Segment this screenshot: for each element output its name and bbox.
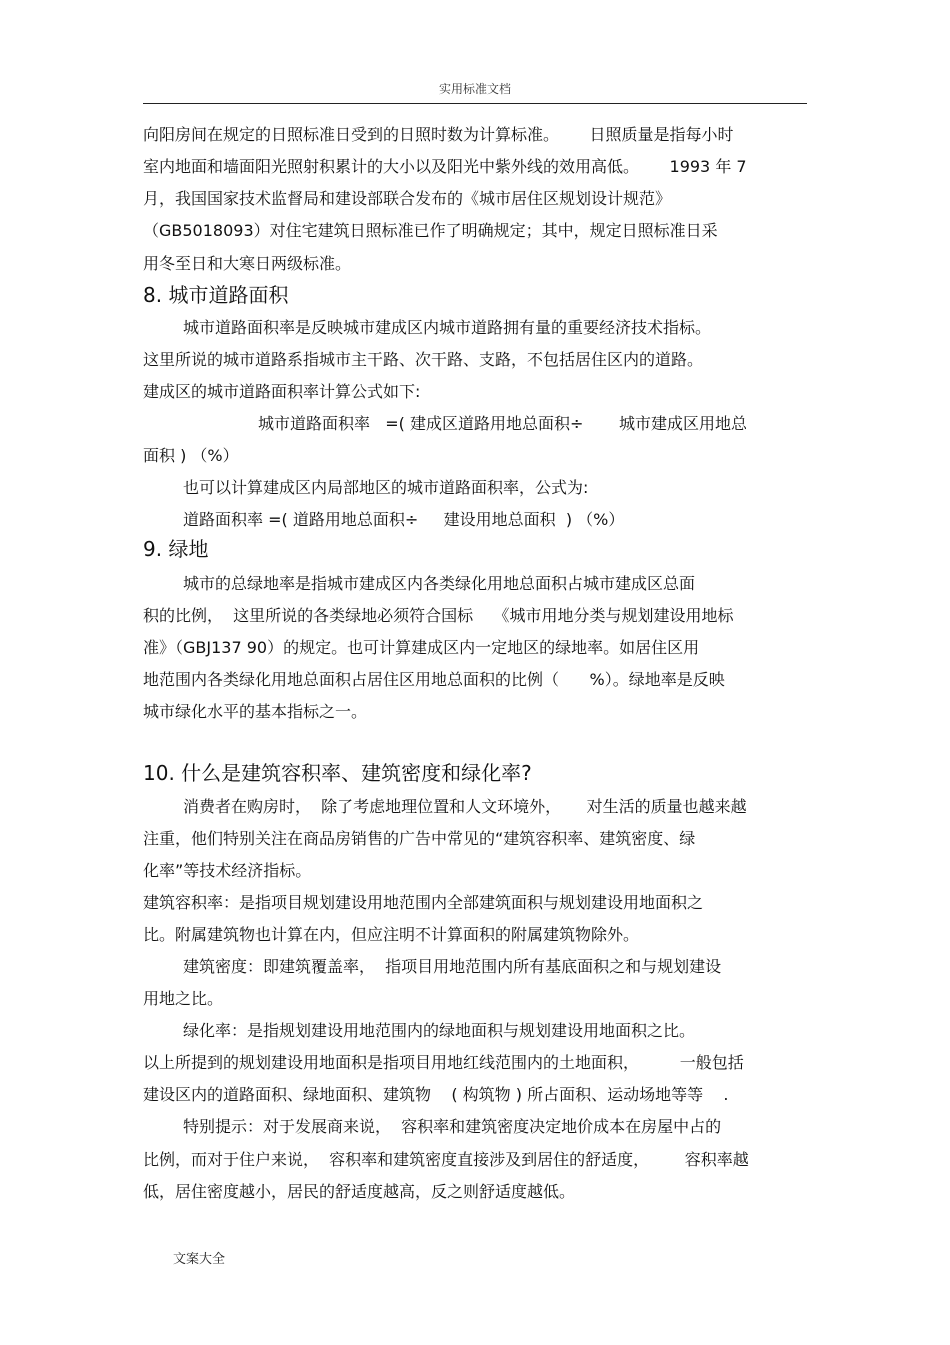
paragraph-line: （GB5018093）对住宅建筑日照标准已作了明确规定；其中，规定日照标准日采 [143,221,718,240]
paragraph-line: 比。附属建筑物也计算在内，但应注明不计算面积的附属建筑物除外。 [143,925,640,944]
paragraph-line: 用地之比。 [143,989,224,1008]
paragraph-line: 注重，他们特别关注在商品房销售的广告中常见的“建筑容积率、建筑密度、绿 [143,829,696,848]
paragraph-line: 用冬至日和大寒日两级标准。 [143,254,352,273]
section-heading-9: 9. 绿地 [143,537,209,561]
section-heading-10: 10. 什么是建筑容积率、建筑密度和绿化率? [143,761,532,785]
page-header-title: 实用标准文档 [438,82,511,96]
paragraph-line: 城市道路面积率是反映城市建成区内城市道路拥有量的重要经济技术指标。 [183,318,712,337]
paragraph-line: 城市的总绿地率是指城市建成区内各类绿化用地总面积占城市建成区总面 [183,574,696,593]
paragraph-line: 建设区内的道路面积、绿地面积、建筑物 ( 构筑物 ) 所占面积、运动场地等等 . [143,1085,729,1104]
paragraph-line: 室内地面和墙面阳光照射积累计的大小以及阳光中紫外线的效用高低。 1993 年 7 [143,157,747,176]
paragraph-line: 城市绿化水平的基本指标之一。 [143,702,368,721]
paragraph-line: 消费者在购房时， 除了考虑地理位置和人文环境外， 对生活的质量也越来越 [183,797,747,816]
paragraph-line: 低，居住密度越小，居民的舒适度越高，反之则舒适度越低。 [143,1182,576,1201]
paragraph-line: 月，我国国家技术监督局和建设部联合发布的《城市居住区规划设计规范》 [143,189,672,208]
formula-line: 城市道路面积率 =( 建成区道路用地总面积÷ 城市建成区用地总 [258,414,748,433]
formula-line: 面积 ) （%） [143,446,239,465]
page-footer-label: 文案大全 [173,1252,226,1267]
formula-line: 道路面积率 =( 道路用地总面积÷ 建设用地总面积 ) （%） [183,510,625,529]
paragraph-line: 准》（GBJ137 90）的规定。也可计算建成区内一定地区的绿地率。如居住区用 [143,638,700,657]
paragraph-line: 化率”等技术经济指标。 [143,861,312,880]
paragraph-line: 以上所提到的规划建设用地面积是指项目用地红线范围内的土地面积， 一般包括 [143,1053,744,1072]
paragraph-line: 比例，而对于住户来说， 容积率和建筑密度直接涉及到居住的舒适度， 容积率越 [143,1150,749,1169]
paragraph-line: 建筑容积率：是指项目规划建设用地范围内全部建筑面积与规划建设用地面积之 [143,893,704,912]
paragraph-line: 积的比例， 这里所说的各类绿地必须符合国标 《城市用地分类与规划建设用地标 [143,606,734,625]
paragraph-line: 绿化率：是指规划建设用地范围内的绿地面积与规划建设用地面积之比。 [183,1021,696,1040]
paragraph-line: 也可以计算建成区内局部地区的城市道路面积率，公式为: [183,478,589,497]
paragraph-line: 地范围内各类绿化用地总面积占居住区用地总面积的比例（ %）。绿地率是反映 [143,670,725,689]
paragraph-line: 这里所说的城市道路系指城市主干路、次干路、支路，不包括居住区内的道路。 [143,350,704,369]
header-rule [143,103,807,104]
paragraph-line: 向阳房间在规定的日照标准日受到的日照时数为计算标准。 日照质量是指每小时 [143,125,734,144]
section-heading-8: 8. 城市道路面积 [143,283,289,307]
paragraph-line: 特别提示：对于发展商来说， 容积率和建筑密度决定地价成本在房屋中占的 [183,1117,722,1136]
paragraph-line: 建成区的城市道路面积率计算公式如下: [143,382,421,401]
paragraph-line: 建筑密度：即建筑覆盖率， 指项目用地范围内所有基底面积之和与规划建设 [183,957,722,976]
